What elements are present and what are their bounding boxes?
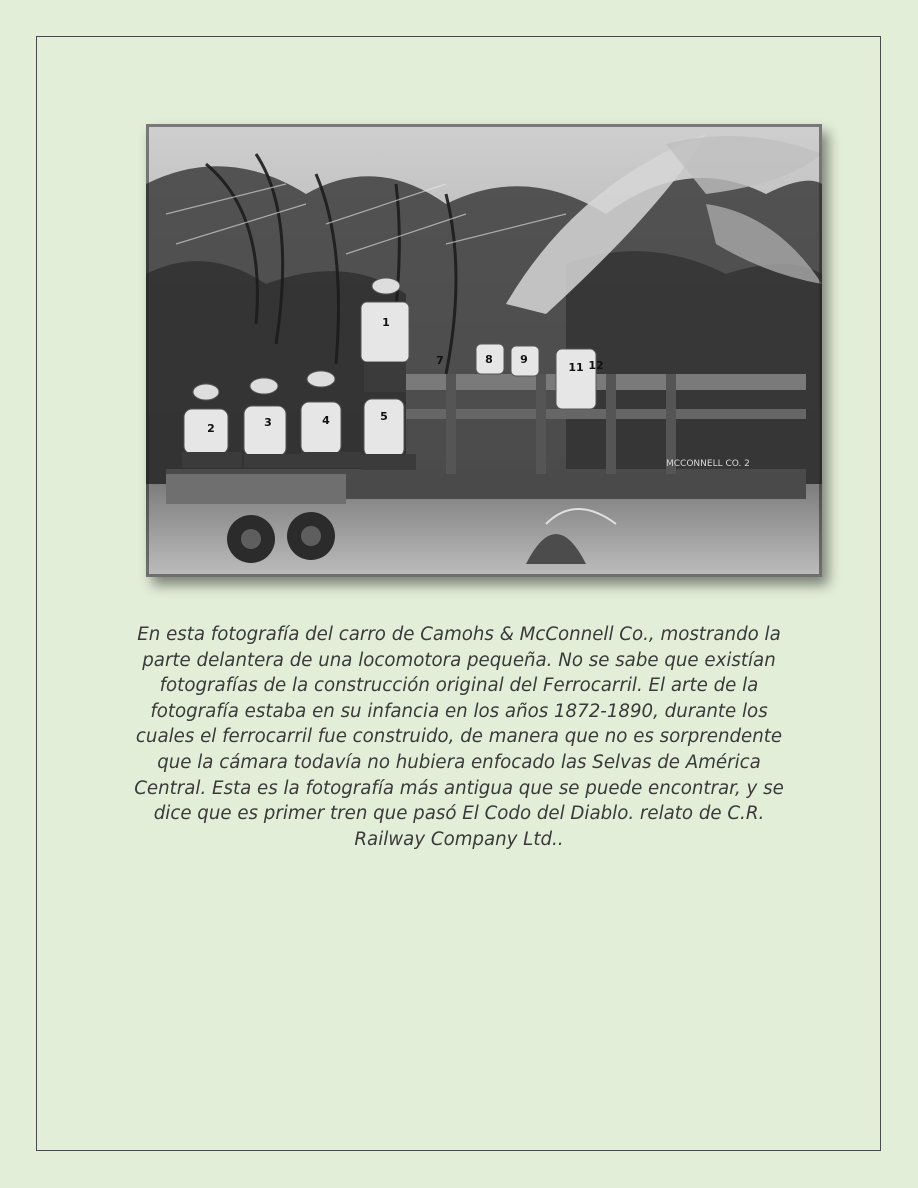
car-lettering: MCCONNELL CO. 2 bbox=[666, 459, 750, 469]
photo-image bbox=[146, 124, 822, 577]
passenger-number-11: 11 bbox=[568, 361, 584, 374]
passenger-number-4: 4 bbox=[322, 414, 330, 427]
passenger-number-9: 9 bbox=[520, 353, 528, 366]
photo-caption: En esta fotografía del carro de Camohs & McConnell Co., mostrando la parte delantera de una locomotora pequeña. No se sabe que existían fotografías de la construcción original del Ferrocarril. El arte de la fotografía estaba en su infancia en los años 1872-1890, durante los cuales el ferrocarril fue construido, de manera que no es sorprendente que la cámara todavía no hubiera enfocado las Selvas de América Central. Esta es la fotografía más antigua que se puede encontrar, y se dice que es primer tren que pasó El Codo del Diablo. relato de C.R. Railway Company Ltd.. bbox=[134, 624, 784, 850]
passenger-number-5: 5 bbox=[380, 410, 388, 423]
passenger-number-2: 2 bbox=[207, 422, 215, 435]
passenger-number-1: 1 bbox=[382, 316, 390, 329]
passenger-number-3: 3 bbox=[264, 416, 272, 429]
passenger-number-12: 12 bbox=[588, 359, 604, 372]
passenger-number-7: 7 bbox=[436, 354, 444, 367]
passenger-number-8: 8 bbox=[485, 353, 493, 366]
historic-train-photo bbox=[146, 124, 822, 577]
